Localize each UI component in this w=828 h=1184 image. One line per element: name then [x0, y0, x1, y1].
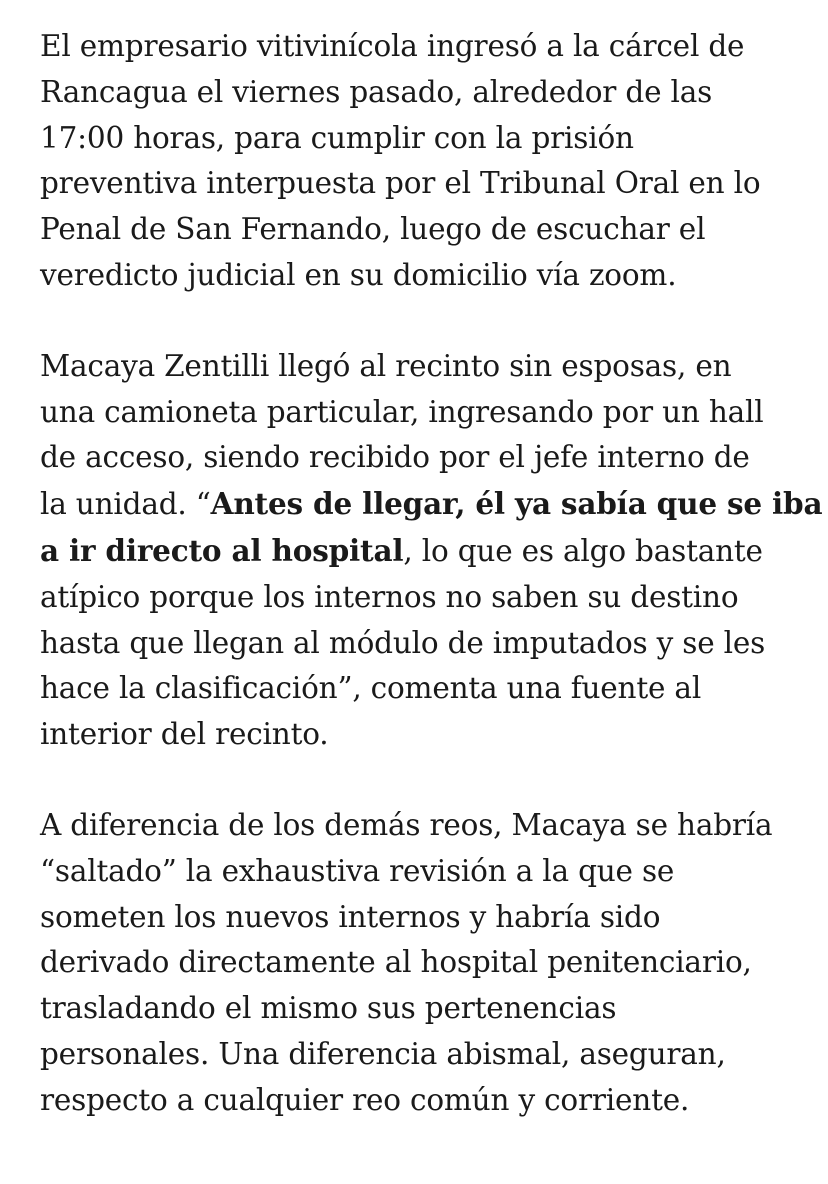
text-line: personales. Una diferencia abismal, aseguran, — [40, 1036, 726, 1071]
text-line: El empresario vitivinícola ingresó a la cárcel de — [40, 29, 745, 63]
text-plain: la unidad. “ — [40, 487, 211, 522]
text-line: “saltado” la exhaustiva revisión a la que se — [40, 853, 675, 888]
text-line: trasladando el mismo sus pertenencias — [40, 991, 617, 1026]
text-line: someten los nuevos internos y habría sido — [40, 899, 661, 934]
text-line: una camioneta particular, ingresando por un hall — [40, 394, 764, 429]
text-line: A diferencia de los demás reos, Macaya se habría — [40, 807, 773, 842]
text-line — [40, 481, 823, 528]
paragraph-1 — [40, 24, 790, 299]
text-line — [40, 528, 790, 575]
text-line: 17:00 horas, para cumplir con la prisión — [40, 120, 634, 155]
quote-bold: a ir directo al hospital — [40, 532, 404, 568]
text-line: atípico porque los internos no saben su destino — [40, 579, 739, 614]
text-line: Penal de San Fernando, luego de escuchar el — [40, 212, 706, 247]
text-line: respecto a cualquier reo común y corriente. — [40, 1082, 690, 1117]
text-plain: , lo que es algo bastante — [403, 533, 763, 568]
text-line: derivado directamente al hospital penitenciario, — [40, 945, 752, 980]
text-line: veredicto judicial en su domicilio vía zoom. — [40, 257, 677, 292]
text-line: interior del recinto. — [40, 717, 329, 752]
text-line: de acceso, siendo recibido por el jefe interno de — [40, 440, 750, 475]
text-line: preventiva interpuesta por el Tribunal Oral en lo — [40, 166, 761, 201]
paragraph-3 — [40, 803, 790, 1124]
quote-bold: Antes de llegar, él ya sabía que se iba — [210, 486, 823, 522]
paragraph-2 — [40, 344, 823, 758]
text-line: Rancagua el viernes pasado, alrededor de las — [40, 74, 713, 109]
text-line: hace la clasificación”, comenta una fuente al — [40, 671, 702, 706]
text-line: hasta que llegan al módulo de imputados y se les — [40, 625, 766, 660]
article-body — [40, 24, 823, 1124]
text-line: Macaya Zentilli llegó al recinto sin esposas, en — [40, 348, 732, 383]
